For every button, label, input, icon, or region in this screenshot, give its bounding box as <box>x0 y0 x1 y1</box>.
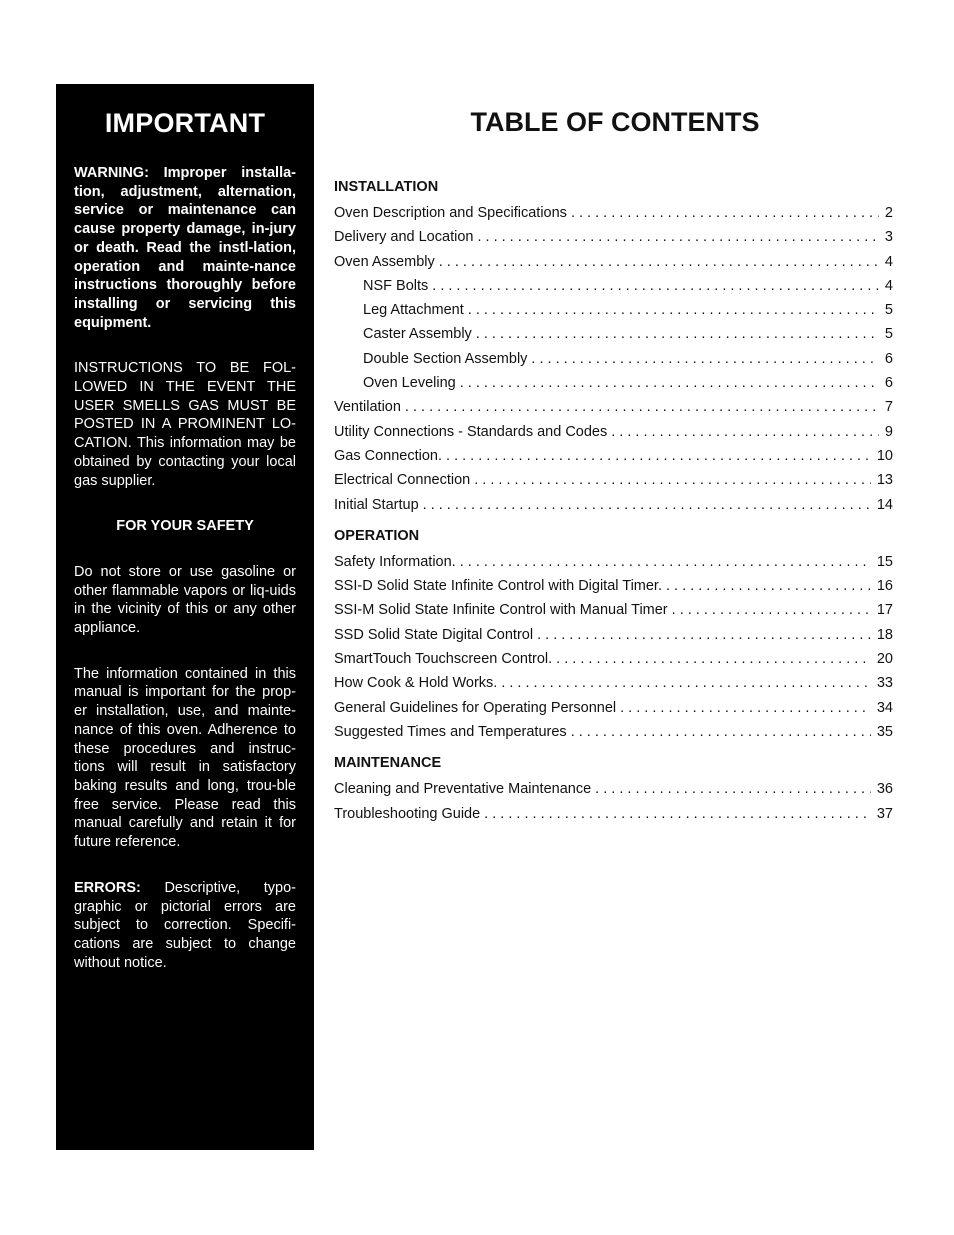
toc-entry-page: 5 <box>884 326 893 343</box>
dot-leader <box>620 696 871 720</box>
toc-entry-page: 5 <box>884 302 893 319</box>
toc-entry-page: 17 <box>876 602 893 619</box>
errors-label: ERRORS: <box>74 879 141 896</box>
toc-entry <box>334 598 893 622</box>
toc-entry-label: SSD Solid State Digital Control <box>334 626 534 643</box>
toc-entry-label: SSI-M Solid State Infinite Control with Manual Timer <box>334 602 668 619</box>
toc-entry-page: 9 <box>884 423 893 440</box>
toc-entry-label: Utility Connections - Standards and Codes <box>334 423 608 440</box>
toc-entry <box>334 250 893 274</box>
toc-entry-page: 3 <box>884 229 893 246</box>
toc-entry <box>334 444 893 468</box>
toc-entry <box>334 696 893 720</box>
dot-leader <box>439 250 879 274</box>
toc-entry-label: Initial Startup <box>334 496 419 513</box>
toc-entry-page: 16 <box>876 578 893 595</box>
toc-entry-page: 6 <box>884 350 893 367</box>
toc-entry <box>334 493 893 517</box>
dot-leader <box>537 623 871 647</box>
safety-heading: FOR YOUR SAFETY <box>116 518 254 535</box>
section-gap <box>334 517 893 526</box>
toc-entry-page: 14 <box>876 496 893 513</box>
table-of-contents <box>334 177 893 826</box>
dot-leader <box>484 802 871 826</box>
toc-entry-page: 6 <box>884 375 893 392</box>
toc-entry-label: SmartTouch Touchscreen Control. <box>334 651 553 668</box>
dot-leader <box>405 395 879 419</box>
toc-entry-label: Safety Information. <box>334 553 456 570</box>
dot-leader <box>477 225 878 249</box>
toc-entry <box>334 777 893 801</box>
toc-entry <box>334 647 893 671</box>
gas-instructions-text: INSTRUCTIONS TO BE FOL-LOWED IN THE EVENT THE USER SMELLS GAS MUST BE POSTED IN A PROMINENT LO-CATION. This information may be obtained by contacting your local gas supplier. <box>74 360 296 489</box>
toc-entry-page: 2 <box>884 205 893 221</box>
toc-entry-label: Oven Leveling <box>363 375 456 392</box>
toc-entry-page: 35 <box>876 723 893 740</box>
toc-entry <box>334 347 893 371</box>
toc-entry <box>334 802 893 826</box>
toc-entry-page: 13 <box>876 472 893 489</box>
toc-entry <box>334 550 893 574</box>
toc-entry-label: How Cook & Hold Works. <box>334 675 498 692</box>
section-gap <box>334 744 893 753</box>
dot-leader <box>611 420 879 444</box>
dot-leader <box>474 468 871 492</box>
toc-entry <box>334 395 893 419</box>
toc-entry-label: Troubleshooting Guide <box>334 805 481 822</box>
toc-entry-page: 15 <box>876 553 893 570</box>
toc-entry-label: Oven Assembly <box>334 253 435 270</box>
toc-entry-label: Ventilation <box>334 399 401 416</box>
toc-entry-label: Oven Description and Specifications <box>334 205 567 221</box>
dot-leader <box>672 598 871 622</box>
section-heading-installation: INSTALLATION <box>334 179 439 195</box>
dot-leader <box>666 574 871 598</box>
dot-leader <box>432 274 879 298</box>
toc-entry-label: SSI-D Solid State Infinite Control with Digital Timer. <box>334 578 662 595</box>
toc-entry-page: 33 <box>876 675 893 692</box>
dot-leader <box>571 720 871 744</box>
section-heading-operation: OPERATION <box>334 527 420 544</box>
toc-entry <box>334 468 893 492</box>
dot-leader <box>595 777 871 801</box>
toc-entry-page: 34 <box>876 699 893 716</box>
toc-entry-label: Cleaning and Preventative Maintenance <box>334 781 592 798</box>
dot-leader <box>531 347 879 371</box>
important-sidebar <box>56 84 314 1150</box>
toc-entry-page: 37 <box>876 805 893 822</box>
toc-entry-label: Suggested Times and Temperatures <box>334 723 567 740</box>
toc-entry-page: 7 <box>884 399 893 416</box>
toc-entry-label: Electrical Connection <box>334 472 471 489</box>
toc-entry <box>334 371 893 395</box>
dot-leader <box>460 371 879 395</box>
toc-entry-page: 20 <box>876 651 893 668</box>
toc-entry-label: General Guidelines for Operating Personnel <box>334 699 617 716</box>
dot-leader <box>556 647 871 671</box>
toc-entry <box>334 274 893 298</box>
toc-entry-page: 4 <box>884 277 893 294</box>
dot-leader <box>468 298 879 322</box>
toc-entry-page: 4 <box>884 253 893 270</box>
toc-entry-label: Leg Attachment <box>363 302 464 319</box>
toc-entry-label: Gas Connection. <box>334 447 443 464</box>
dot-leader <box>446 444 871 468</box>
errors-text: Descriptive, typo-graphic or pictorial errors are subject to correction. Specifi-cations are subject to change without notice. <box>74 879 296 971</box>
toc-entry <box>334 574 893 598</box>
sidebar-body <box>74 164 296 999</box>
toc-entry-label: Delivery and Location <box>334 229 474 246</box>
safety-text: Do not store or use gasoline or other flammable vapors or liq-uids in the vicinity of this or any other appliance. <box>74 563 296 637</box>
toc-entry <box>334 623 893 647</box>
toc-entry <box>334 671 893 695</box>
toc-entry-label: NSF Bolts <box>363 277 429 294</box>
toc-entry <box>334 225 893 249</box>
toc-entry <box>334 322 893 346</box>
warning-text: WARNING: Improper installa-tion, adjustment, alternation, service or maintenance can cause property damage, in-jury or death. Read the instl-lation, operation and mainte-nance instructions thoroughly before installing or servicing this equipment. <box>74 165 296 331</box>
toc-entry-page: 10 <box>876 447 893 464</box>
section-heading-maintenance: MAINTENANCE <box>334 755 442 772</box>
manual-text: The information contained in this manual is important for the prop-er installation, use, and mainte-nance of this oven. Adherence to these procedures and instruc-tions will result in satisfactory baking results and long, trou-ble free service. Please read this manual carefully and retain it for future reference. <box>74 665 296 851</box>
sidebar-title: IMPORTANT <box>104 108 266 138</box>
dot-leader <box>460 550 871 574</box>
dot-leader <box>501 671 871 695</box>
toc-title: TABLE OF CONTENTS <box>470 107 760 137</box>
errors-paragraph <box>74 879 296 973</box>
toc-entry <box>334 720 893 744</box>
toc-entry <box>334 201 893 225</box>
toc-entry-page: 18 <box>876 626 893 643</box>
dot-leader <box>476 322 879 346</box>
toc-entry <box>334 298 893 322</box>
toc-entry-label: Double Section Assembly <box>363 350 528 367</box>
dot-leader <box>571 201 879 225</box>
toc-entry <box>334 420 893 444</box>
toc-entry-label: Caster Assembly <box>363 326 472 343</box>
toc-entry-page: 36 <box>876 781 893 798</box>
dot-leader <box>423 493 871 517</box>
